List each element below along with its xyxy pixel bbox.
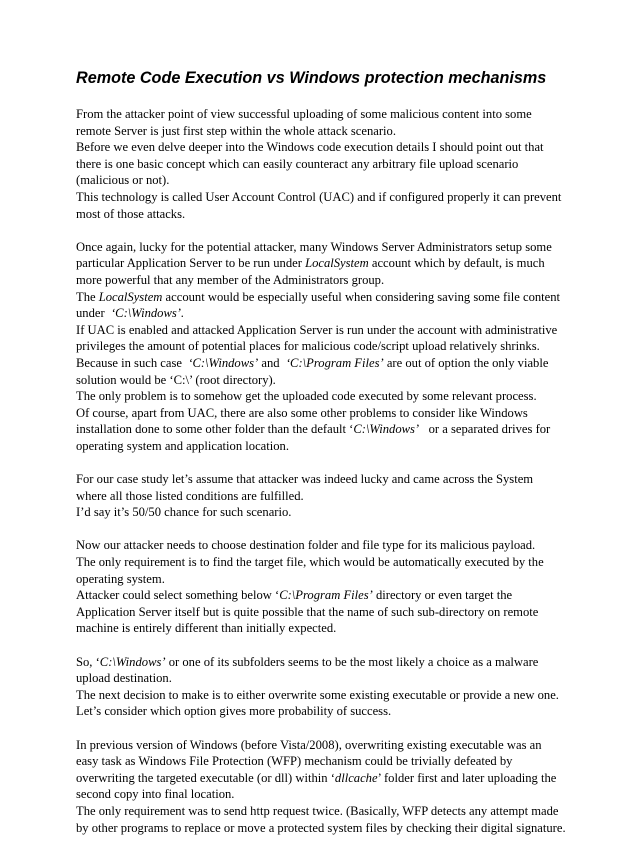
- text-segment: Before we even delve deeper into the Windows code execution details I should point out that: [76, 140, 544, 155]
- text-line: [76, 554, 566, 571]
- text-segment: In previous version of Windows (before Vista/2008), overwriting existing executable was an: [76, 737, 542, 752]
- text-segment: account would be especially useful when considering saving some file content: [162, 289, 561, 304]
- text-segment: remote Server is just first step within the whole attack scenario.: [76, 123, 397, 138]
- italic-segment: LocalSystem: [305, 256, 369, 271]
- document-body: [76, 106, 566, 836]
- text-segment: Application Server itself but is quite possible that the name of such sub-directory on remote: [76, 604, 539, 619]
- text-line: [76, 488, 566, 505]
- text-line: [76, 239, 566, 256]
- text-segment: particular Application Server to be run under: [76, 256, 306, 271]
- text-line: [76, 322, 566, 339]
- text-line: [76, 338, 566, 355]
- text-segment: The only requirement is to find the target file, which would be automatically executed by the: [76, 555, 544, 570]
- document-title: Remote Code Execution vs Windows protection mechanisms: [76, 69, 547, 87]
- text-line: [76, 604, 566, 621]
- text-line: [76, 820, 566, 837]
- text-line: [76, 272, 566, 289]
- italic-segment: C:\Windows’: [99, 654, 166, 669]
- text-segment: account which by default, is much: [368, 256, 545, 271]
- paragraph: [76, 239, 566, 455]
- text-segment: easy task as Windows File Protection (WFP) mechanism could be trivially defeated by: [76, 754, 513, 769]
- document-page: [76, 68, 566, 853]
- paragraph: [76, 537, 566, 637]
- text-line: [76, 156, 566, 173]
- text-line: [76, 670, 566, 687]
- text-line: [76, 355, 566, 372]
- text-line: [76, 206, 566, 223]
- text-line: [76, 753, 566, 770]
- text-segment: privileges the amount of potential places for malicious code/script upload relatively shrinks.: [76, 339, 540, 354]
- text-segment: The: [76, 289, 99, 304]
- text-segment: The next decision to make is to either overwrite some existing executable or provide a new one.: [76, 687, 559, 702]
- text-line: [76, 571, 566, 588]
- text-segment: or a separated drives for: [419, 422, 551, 437]
- text-line: [76, 421, 566, 438]
- text-segment: installation done to some other folder than the default ‘: [76, 422, 354, 437]
- text-segment: by other programs to replace or move a protected system files by checking their digital signature.: [76, 820, 566, 835]
- text-segment: Once again, lucky for the potential attacker, many Windows Server Administrators setup some: [76, 239, 552, 254]
- text-segment: Now our attacker needs to choose destination folder and file type for its malicious payload.: [76, 538, 536, 553]
- text-line: [76, 172, 566, 189]
- text-segment: Let’s consider which option gives more probability of success.: [76, 704, 392, 719]
- text-line: [76, 438, 566, 455]
- italic-segment: ‘C:\Windows’: [188, 355, 259, 370]
- text-line: [76, 504, 566, 521]
- text-segment: For our case study let’s assume that attacker was indeed lucky and came across the System: [76, 472, 534, 487]
- text-segment: Because in such case: [76, 355, 189, 370]
- text-segment: operating system.: [76, 571, 165, 586]
- text-segment: ’ folder first and later uploading the: [377, 770, 557, 785]
- text-segment: If UAC is enabled and attacked Application Server is run under the account with administrative: [76, 322, 558, 337]
- text-segment: and: [258, 355, 286, 370]
- paragraph: [76, 471, 566, 521]
- text-segment: where all those listed conditions are fulfilled.: [76, 488, 304, 503]
- text-line: [76, 405, 566, 422]
- text-segment: machine is entirely different than initially expected.: [76, 621, 337, 636]
- text-segment: The only requirement was to send http request twice. (Basically, WFP detects any attempt made: [76, 803, 559, 818]
- paragraph: [76, 106, 566, 222]
- text-segment: (malicious or not).: [76, 173, 170, 188]
- text-segment: operating system and application location.: [76, 438, 289, 453]
- italic-segment: ‘C:\Windows’.: [110, 306, 185, 321]
- text-segment: This technology is called User Account Control (UAC) and if configured properly it can prevent: [76, 189, 562, 204]
- text-line: [76, 305, 566, 322]
- text-segment: overwriting the targeted executable (or dll) within ‘: [76, 770, 335, 785]
- text-line: [76, 372, 566, 389]
- paragraph: [76, 654, 566, 720]
- text-line: [76, 289, 566, 306]
- text-segment: upload destination.: [76, 671, 172, 686]
- text-segment: I’d say it’s 50/50 chance for such scenario.: [76, 505, 292, 520]
- text-line: [76, 654, 566, 671]
- text-segment: From the attacker point of view successful uploading of some malicious content into some: [76, 107, 532, 121]
- text-line: [76, 388, 566, 405]
- text-segment: are out of option the only viable: [383, 355, 549, 370]
- text-segment: there is one basic concept which can easily counteract any arbitrary file upload scenario: [76, 156, 519, 171]
- paragraph: [76, 737, 566, 837]
- text-line: [76, 189, 566, 206]
- text-line: [76, 803, 566, 820]
- text-segment: under: [76, 306, 111, 321]
- italic-segment: C:\Windows’: [353, 422, 420, 437]
- italic-segment: dllcache: [334, 770, 378, 785]
- text-line: [76, 786, 566, 803]
- text-segment: The only problem is to somehow get the uploaded code executed by some relevant process.: [76, 389, 537, 404]
- text-line: [76, 770, 566, 787]
- text-segment: Attacker could select something below ‘: [76, 588, 280, 603]
- text-line: [76, 106, 566, 123]
- text-line: [76, 123, 566, 140]
- italic-segment: ‘C:\Program Files’: [285, 355, 384, 370]
- text-line: [76, 587, 566, 604]
- text-segment: solution would be ‘C:\’ (root directory).: [76, 372, 276, 387]
- text-line: [76, 687, 566, 704]
- text-line: [76, 537, 566, 554]
- text-segment: Of course, apart from UAC, there are also some other problems to consider like Windows: [76, 405, 528, 420]
- text-line: [76, 139, 566, 156]
- text-segment: So, ‘: [76, 654, 100, 669]
- italic-segment: C:\Program Files’: [279, 588, 373, 603]
- italic-segment: LocalSystem: [98, 289, 163, 304]
- text-segment: directory or even target the: [372, 588, 513, 603]
- text-segment: more powerful that any member of the Administrators group.: [76, 272, 385, 287]
- text-line: [76, 737, 566, 754]
- text-line: [76, 255, 566, 272]
- text-line: [76, 471, 566, 488]
- text-segment: second copy into final location.: [76, 787, 235, 802]
- text-segment: or one of its subfolders seems to be the most likely a choice as a malware: [165, 654, 539, 669]
- text-line: [76, 703, 566, 720]
- text-segment: most of those attacks.: [76, 206, 186, 221]
- text-line: [76, 620, 566, 637]
